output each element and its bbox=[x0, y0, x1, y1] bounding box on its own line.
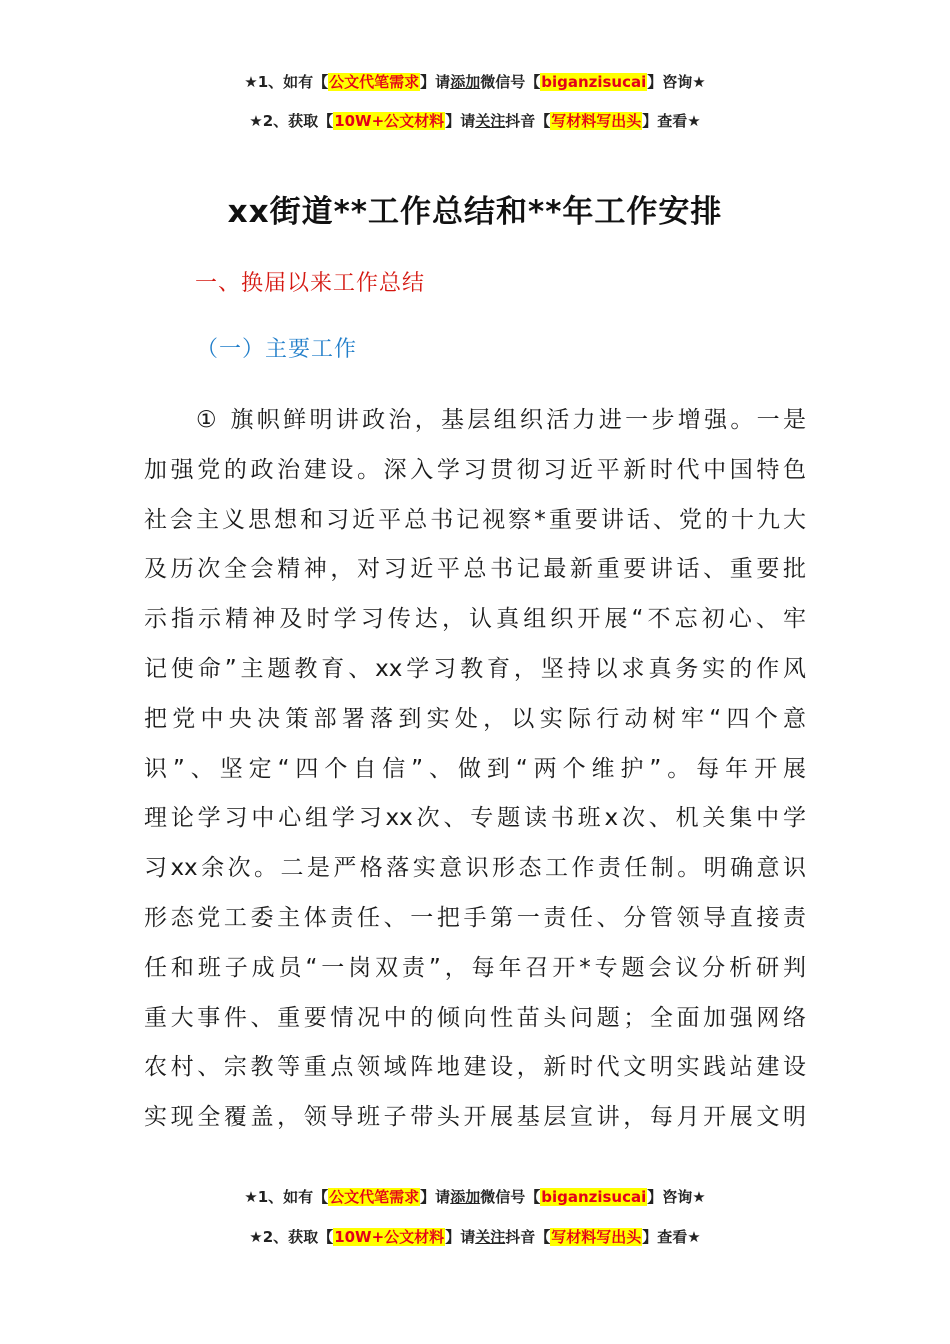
body-paragraph bbox=[144, 396, 806, 1143]
banner-text: 抖音【 bbox=[505, 112, 551, 130]
paragraph-line: 任和班子成员“一岗双责”，每年召开*专题会议分析研判 bbox=[144, 954, 806, 981]
document-title: xx街道**工作总结和**年工作安排 bbox=[227, 194, 723, 230]
banner-text: 】请 bbox=[420, 73, 451, 91]
subsection-heading: （一）主要工作 bbox=[196, 337, 358, 362]
banner-text: 微信号【 bbox=[480, 1188, 541, 1206]
banner-text: ★2、获取【 bbox=[249, 1228, 334, 1246]
highlight-materials: 10W+公文材料 bbox=[334, 112, 445, 130]
paragraph-line: 记使命”主题教育、xx学习教育，坚持以求真务实的作风 bbox=[144, 655, 806, 682]
underlined-action: 添加 bbox=[450, 1188, 481, 1206]
section-heading: 一、换届以来工作总结 bbox=[195, 271, 426, 296]
banner-text: ★1、如有【 bbox=[244, 73, 329, 91]
paragraph-line: 识”、坚定“四个自信”、做到“两个维护”。每年开展 bbox=[144, 755, 806, 782]
banner-text: 】咨询★ bbox=[647, 1188, 706, 1206]
banner-text: 】咨询★ bbox=[647, 73, 706, 91]
paragraph-line: 加强党的政治建设。深入学习贯彻习近平新时代中国特色 bbox=[144, 456, 806, 483]
bottom-banner-line-2 bbox=[0, 1226, 950, 1248]
top-banner-line-1 bbox=[0, 71, 950, 93]
banner-text: 】请 bbox=[420, 1188, 451, 1206]
paragraph-line: 及历次全会精神，对习近平总书记最新重要讲话、重要批 bbox=[144, 556, 806, 583]
banner-text: 】请 bbox=[445, 112, 476, 130]
highlight-service: 公文代笔需求 bbox=[329, 1188, 420, 1206]
paragraph-line: 实现全覆盖，领导班子带头开展基层宣讲，每月开展文明 bbox=[144, 1104, 806, 1131]
highlight-service: 公文代笔需求 bbox=[329, 73, 420, 91]
banner-text: 微信号【 bbox=[480, 73, 541, 91]
underlined-action: 添加 bbox=[450, 73, 481, 91]
paragraph-line: 农村、宗教等重点领域阵地建设，新时代文明实践站建设 bbox=[144, 1054, 806, 1081]
highlight-wechat-id: biganzisucai bbox=[541, 1188, 647, 1206]
highlight-materials: 10W+公文材料 bbox=[334, 1228, 445, 1246]
banner-text: 】查看★ bbox=[642, 1228, 701, 1246]
paragraph-line: 重大事件、重要情况中的倾向性苗头问题；全面加强网络 bbox=[144, 1004, 806, 1031]
banner-text: ★2、获取【 bbox=[249, 112, 334, 130]
banner-text: ★1、如有【 bbox=[244, 1188, 329, 1206]
highlight-douyin-account: 写材料写出头 bbox=[551, 112, 642, 130]
banner-text: 】查看★ bbox=[642, 112, 701, 130]
paragraph-line: 社会主义思想和习近平总书记视察*重要讲话、党的十九大 bbox=[144, 506, 806, 533]
banner-text: 抖音【 bbox=[505, 1228, 551, 1246]
paragraph-line: 理论学习中心组学习xx次、专题读书班x次、机关集中学 bbox=[144, 805, 806, 832]
paragraph-line: 习xx余次。二是严格落实意识形态工作责任制。明确意识 bbox=[144, 855, 806, 882]
banner-text: 】请 bbox=[445, 1228, 476, 1246]
highlight-wechat-id: biganzisucai bbox=[541, 73, 647, 91]
top-banner-line-2 bbox=[0, 110, 950, 132]
highlight-douyin-account: 写材料写出头 bbox=[551, 1228, 642, 1246]
paragraph-line: 示指示精神及时学习传达，认真组织开展“不忘初心、牢 bbox=[144, 606, 806, 633]
underlined-action: 关注 bbox=[475, 1228, 506, 1246]
underlined-action: 关注 bbox=[475, 112, 506, 130]
paragraph-line: 形态党工委主体责任、一把手第一责任、分管领导直接责 bbox=[144, 904, 806, 931]
paragraph-line: 把党中央决策部署落到实处，以实际行动树牢“四个意 bbox=[144, 705, 806, 732]
paragraph-line: ① 旗帜鲜明讲政治，基层组织活力进一步增强。一是 bbox=[196, 407, 806, 433]
bottom-banner-line-1 bbox=[0, 1186, 950, 1208]
